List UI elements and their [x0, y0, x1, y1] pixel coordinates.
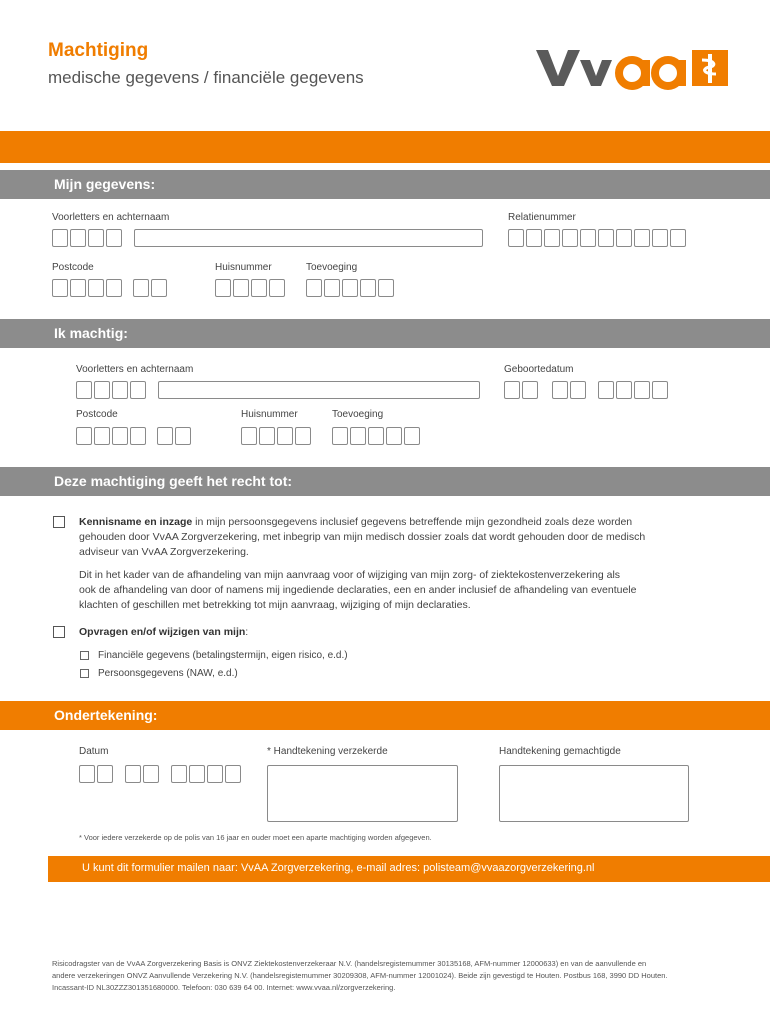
context-paragraph: Dit in het kader van de afhandeling van mijn aanvraag voor of wijziging van mijn zorg- of ziektekostenverzekering als ook de afhandeling van door of namens mij ingediende declaraties, een en ander inclusief de afhandeling van eventuele klachten of geschillen met betrekking tot mijn aanvraag, wijziging of mijn declaraties.	[79, 569, 637, 611]
char-box[interactable]	[143, 765, 159, 783]
label-geboortedatum: Geboortedatum	[504, 364, 574, 375]
postcode-letters-input[interactable]	[157, 427, 191, 445]
char-box[interactable]	[79, 765, 95, 783]
kennisname-text: Kennisname en inzage in mijn persoonsgegevens inclusief gegevens betreffende mijn gezondheid zoals deze worden gehouden door VvAA Zorgverzekering, met inbegrip van mijn medisch dossier zoals dat wordt gehouden door de medisch adviseur van VvAA Zorgverzekering.	[79, 516, 646, 558]
char-box[interactable]	[112, 427, 128, 445]
char-box[interactable]	[225, 765, 241, 783]
char-box[interactable]	[70, 229, 86, 247]
label-relatienummer: Relatienummer	[508, 212, 576, 223]
char-box[interactable]	[580, 229, 596, 247]
char-box[interactable]	[215, 279, 231, 297]
page-title: Machtiging	[48, 40, 149, 61]
char-box[interactable]	[670, 229, 686, 247]
char-box[interactable]	[544, 229, 560, 247]
label-postcode: Postcode	[52, 262, 94, 273]
char-box[interactable]	[634, 229, 650, 247]
footnote: * Voor iedere verzekerde op de polis van 16 jaar en ouder moet een aparte machtiging worden afgegeven.	[79, 833, 432, 842]
char-box[interactable]	[522, 381, 538, 399]
char-box[interactable]	[634, 381, 650, 399]
char-box[interactable]	[157, 427, 173, 445]
initials-input[interactable]	[76, 381, 146, 399]
char-box[interactable]	[342, 279, 358, 297]
char-box[interactable]	[652, 229, 668, 247]
char-box[interactable]	[70, 279, 86, 297]
char-box[interactable]	[106, 279, 122, 297]
char-box[interactable]	[241, 427, 257, 445]
datum-day-input[interactable]	[79, 765, 113, 783]
postcode-letters-input[interactable]	[133, 279, 167, 297]
section-title: Ondertekening:	[54, 707, 158, 723]
char-box[interactable]	[386, 427, 402, 445]
label-huisnummer: Huisnummer	[215, 262, 272, 273]
char-box[interactable]	[616, 229, 632, 247]
label-huisnummer: Huisnummer	[241, 409, 298, 420]
char-box[interactable]	[97, 765, 113, 783]
surname-input[interactable]	[158, 381, 480, 399]
section-header-ik-machtig	[0, 319, 770, 348]
disclaimer: Risicodragster van de VvAA Zorgverzekering Basis is ONVZ Ziektekostenverzekeraar N.V. (handelsregistemummer 30135168, AFM-nummer 12000633) en van de aanvullende en andere verzekeringen ONVZ Aanvullende Verzekering N.V. (handelsregistemummer 30209308, AFM-nummer 12001024). Beide zijn gevestigd te Houten. Postbus 168, 3990 DD Houten. Incassant-ID NL30ZZZ301351680000. Telefoon: 030 639 64 00. Internet: www.vvaa.nl/zorgverzekering.	[52, 959, 668, 992]
char-box[interactable]	[251, 279, 267, 297]
char-box[interactable]	[562, 229, 578, 247]
char-box[interactable]	[112, 381, 128, 399]
label-datum: Datum	[79, 746, 109, 757]
persoonsgegevens-checkbox[interactable]	[80, 669, 89, 678]
datum-month-input[interactable]	[125, 765, 159, 783]
char-box[interactable]	[616, 381, 632, 399]
char-box[interactable]	[350, 427, 366, 445]
mail-text: U kunt dit formulier mailen naar: VvAA Zorgverzekering, e-mail adres: polisteam@vvaazorgverzekering.nl	[82, 862, 595, 874]
char-box[interactable]	[94, 427, 110, 445]
char-box[interactable]	[76, 381, 92, 399]
opvragen-text: Opvragen en/of wijzigen van mijn:	[79, 626, 249, 638]
header-band	[0, 131, 770, 163]
financiele-checkbox[interactable]	[80, 651, 89, 660]
persoonsgegevens-label: Persoonsgegevens (NAW, e.d.)	[98, 668, 238, 679]
char-box[interactable]	[652, 381, 668, 399]
char-box[interactable]	[269, 279, 285, 297]
toevoeging-input[interactable]	[306, 279, 394, 297]
char-box[interactable]	[94, 381, 110, 399]
char-box[interactable]	[233, 279, 249, 297]
char-box[interactable]	[88, 279, 104, 297]
char-box[interactable]	[526, 229, 542, 247]
char-box[interactable]	[106, 229, 122, 247]
label-postcode: Postcode	[76, 409, 118, 420]
postcode-digits-input[interactable]	[76, 427, 146, 445]
section-title: Mijn gegevens:	[54, 176, 156, 192]
char-box[interactable]	[175, 427, 191, 445]
char-box[interactable]	[125, 765, 141, 783]
toevoeging-input[interactable]	[332, 427, 420, 445]
page-subtitle: medische gegevens / financiële gegevens	[48, 68, 364, 87]
financiele-label: Financiële gegevens (betalingstermijn, eigen risico, e.d.)	[98, 650, 348, 661]
mail-bar	[48, 856, 770, 882]
char-box[interactable]	[130, 427, 146, 445]
huisnummer-input[interactable]	[215, 279, 285, 297]
section-title: Deze machtiging geeft het recht tot:	[54, 473, 293, 489]
label-name: Voorletters en achternaam	[52, 212, 170, 223]
section-header-ondertekening	[0, 701, 770, 730]
char-box[interactable]	[570, 381, 586, 399]
birth-month-input[interactable]	[552, 381, 586, 399]
section-header-recht	[0, 467, 770, 496]
char-box[interactable]	[552, 381, 568, 399]
char-box[interactable]	[404, 427, 420, 445]
char-box[interactable]	[151, 279, 167, 297]
char-box[interactable]	[130, 381, 146, 399]
char-box[interactable]	[88, 229, 104, 247]
char-box[interactable]	[133, 279, 149, 297]
initials-input[interactable]	[52, 229, 122, 247]
char-box[interactable]	[171, 765, 187, 783]
char-box[interactable]	[76, 427, 92, 445]
birth-year-input[interactable]	[598, 381, 668, 399]
char-box[interactable]	[306, 279, 322, 297]
char-box[interactable]	[207, 765, 223, 783]
char-box[interactable]	[332, 427, 348, 445]
surname-input[interactable]	[134, 229, 483, 247]
kennisname-checkbox[interactable]	[53, 516, 65, 528]
char-box[interactable]	[324, 279, 340, 297]
label-toevoeging: Toevoeging	[332, 409, 384, 420]
char-box[interactable]	[368, 427, 384, 445]
section-header-mijn-gegevens	[0, 170, 770, 199]
opvragen-checkbox[interactable]	[53, 626, 65, 638]
char-box[interactable]	[189, 765, 205, 783]
label-name: Voorletters en achternaam	[76, 364, 194, 375]
char-box[interactable]	[504, 381, 520, 399]
huisnummer-input[interactable]	[241, 427, 311, 445]
label-handtekening-verzekerde: * Handtekening verzekerde	[267, 746, 388, 757]
char-box[interactable]	[277, 427, 293, 445]
signature-verzekerde-field[interactable]	[267, 765, 458, 822]
label-handtekening-gemachtigde: Handtekening gemachtigde	[499, 746, 621, 757]
char-box[interactable]	[598, 381, 614, 399]
char-box[interactable]	[52, 229, 68, 247]
birth-day-input[interactable]	[504, 381, 538, 399]
section-title: Ik machtig:	[54, 325, 128, 341]
char-box[interactable]	[52, 279, 68, 297]
signature-gemachtigde-field[interactable]	[499, 765, 689, 822]
label-toevoeging: Toevoeging	[306, 262, 358, 273]
char-box[interactable]	[259, 427, 275, 445]
postcode-digits-input[interactable]	[52, 279, 122, 297]
vvaa-logo	[534, 46, 730, 90]
char-box[interactable]	[508, 229, 524, 247]
char-box[interactable]	[378, 279, 394, 297]
datum-year-input[interactable]	[171, 765, 241, 783]
relatienummer-input[interactable]	[508, 229, 686, 247]
char-box[interactable]	[360, 279, 376, 297]
char-box[interactable]	[295, 427, 311, 445]
char-box[interactable]	[598, 229, 614, 247]
